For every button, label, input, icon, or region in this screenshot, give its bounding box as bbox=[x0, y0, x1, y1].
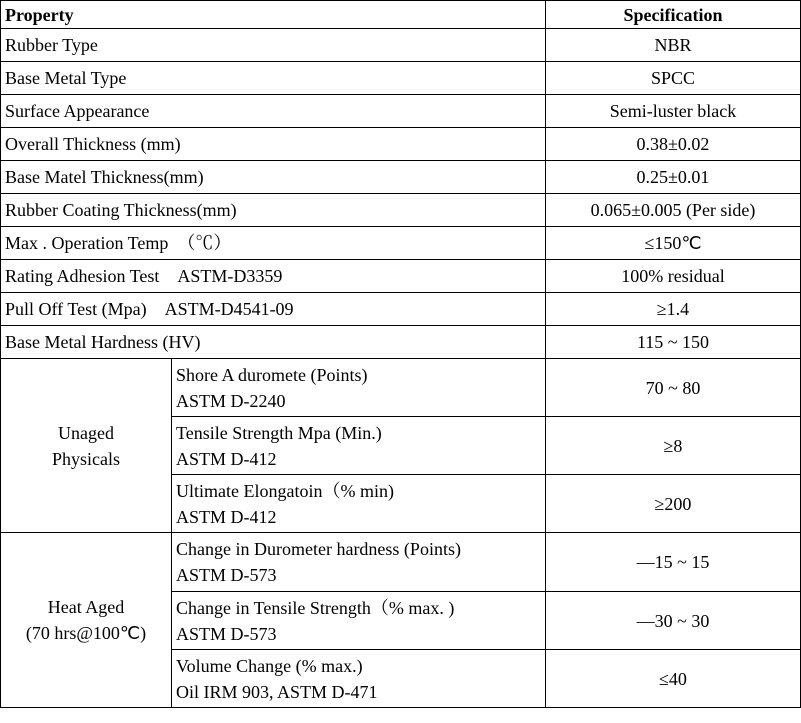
group-label-heat-aged bbox=[1, 533, 172, 708]
group-label-line: Unaged bbox=[58, 422, 114, 443]
property-cell: Base Metal Hardness (HV) bbox=[1, 326, 546, 359]
test-method: ASTM D-2240 bbox=[176, 390, 286, 411]
test-cell bbox=[172, 359, 546, 417]
group-label-line: Heat Aged bbox=[47, 597, 125, 617]
spec-cell: —15 ~ 15 bbox=[546, 533, 801, 592]
spec-cell: ≤150℃ bbox=[546, 227, 801, 260]
spec-cell: 0.38±0.02 bbox=[546, 128, 801, 161]
table-row bbox=[1, 29, 801, 62]
group-label-line: (70 hrs@100℃) bbox=[25, 623, 147, 643]
spec-cell: ≥1.4 bbox=[546, 293, 801, 326]
property-cell: Max . Operation Temp （℃） bbox=[1, 227, 546, 260]
test-method: ASTM D-573 bbox=[176, 565, 277, 585]
table-row bbox=[1, 227, 801, 260]
test-method: ASTM D-412 bbox=[176, 506, 277, 527]
table-row bbox=[1, 128, 801, 161]
spec-cell: ≥8 bbox=[546, 417, 801, 475]
test-name: Volume Change (% max.) bbox=[176, 655, 363, 676]
group-label-unaged bbox=[1, 359, 172, 533]
table-row bbox=[1, 359, 801, 417]
property-cell: Rubber Coating Thickness(mm) bbox=[1, 194, 546, 227]
property-cell: Rubber Type bbox=[1, 29, 546, 62]
test-cell bbox=[172, 475, 546, 533]
table-row bbox=[1, 533, 801, 592]
test-name: Ultimate Elongatoin（% min) bbox=[176, 480, 394, 501]
table-row bbox=[1, 62, 801, 95]
test-method: ASTM D-412 bbox=[176, 448, 277, 469]
test-name: Change in Tensile Strength（% max. ) bbox=[176, 597, 455, 618]
test-method: ASTM D-573 bbox=[176, 623, 277, 644]
property-cell: Base Matel Thickness(mm) bbox=[1, 161, 546, 194]
property-cell: Surface Appearance bbox=[1, 95, 546, 128]
header-specification: Specification bbox=[546, 1, 801, 29]
test-cell bbox=[172, 592, 546, 650]
property-cell: Overall Thickness (mm) bbox=[1, 128, 546, 161]
table-header-row bbox=[1, 1, 801, 29]
test-cell bbox=[172, 650, 546, 708]
test-name: Change in Durometer hardness (Points) bbox=[176, 539, 461, 559]
spec-cell: Semi-luster black bbox=[546, 95, 801, 128]
test-cell bbox=[172, 417, 546, 475]
spec-cell: ≥200 bbox=[546, 475, 801, 533]
group-label-line: Physicals bbox=[51, 448, 120, 469]
spec-cell: 115 ~ 150 bbox=[546, 326, 801, 359]
table-row bbox=[1, 260, 801, 293]
table-row bbox=[1, 293, 801, 326]
table-row bbox=[1, 194, 801, 227]
spec-cell: 0.065±0.005 (Per side) bbox=[546, 194, 801, 227]
property-cell: Rating Adhesion Test ASTM-D3359 bbox=[1, 260, 546, 293]
test-cell bbox=[172, 533, 546, 592]
test-method: Oil IRM 903, ASTM D-471 bbox=[176, 681, 378, 702]
spec-cell: —30 ~ 30 bbox=[546, 592, 801, 650]
spec-cell: 70 ~ 80 bbox=[546, 359, 801, 417]
test-name: Shore A duromete (Points) bbox=[176, 364, 368, 385]
spec-cell: 0.25±0.01 bbox=[546, 161, 801, 194]
property-cell: Base Metal Type bbox=[1, 62, 546, 95]
header-property: Property bbox=[1, 1, 546, 29]
table-row bbox=[1, 326, 801, 359]
spec-cell: 100% residual bbox=[546, 260, 801, 293]
test-name: Tensile Strength Mpa (Min.) bbox=[176, 422, 382, 443]
spec-cell: SPCC bbox=[546, 62, 801, 95]
spec-cell: ≤40 bbox=[546, 650, 801, 708]
table-row bbox=[1, 95, 801, 128]
property-cell: Pull Off Test (Mpa) ASTM-D4541-09 bbox=[1, 293, 546, 326]
table-row bbox=[1, 161, 801, 194]
spec-cell: NBR bbox=[546, 29, 801, 62]
